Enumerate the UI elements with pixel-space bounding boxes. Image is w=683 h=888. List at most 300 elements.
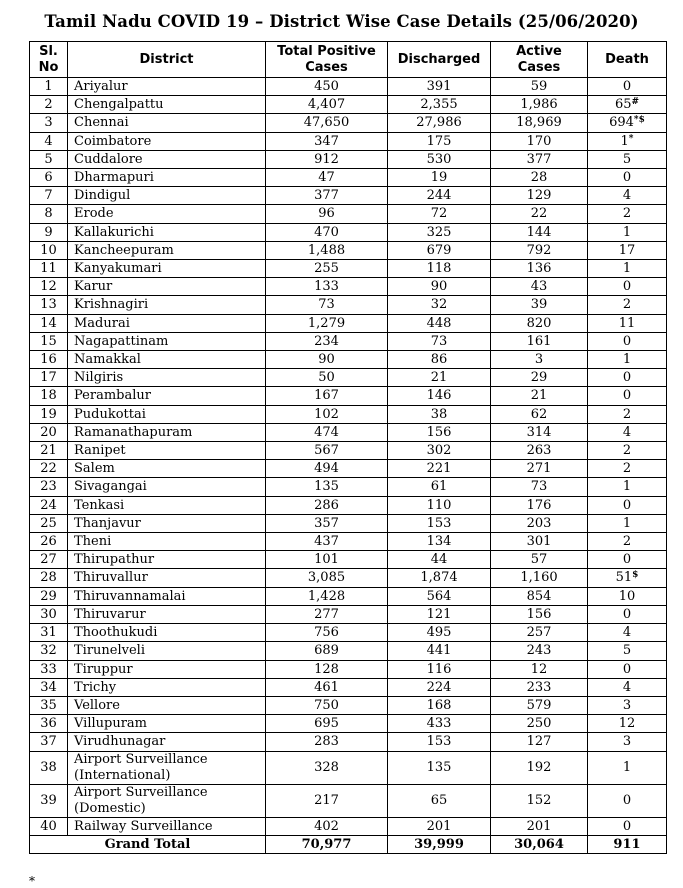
row-death-value: 2 <box>622 297 632 313</box>
row-active: 21 <box>491 387 588 405</box>
row-death-value: 5 <box>622 643 632 659</box>
row-sl-no: 15 <box>30 332 68 350</box>
row-death <box>588 332 667 350</box>
row-discharged: 146 <box>388 387 491 405</box>
row-district-line1: Airport Surveillance <box>74 751 208 767</box>
row-sl-no: 7 <box>30 187 68 205</box>
row-death-value: 1 <box>622 261 632 277</box>
header-active-line1: Active <box>516 44 562 59</box>
row-total-positive: 450 <box>266 78 388 96</box>
row-death-value: 17 <box>618 242 636 258</box>
row-death <box>588 696 667 714</box>
row-discharged: 72 <box>388 205 491 223</box>
row-death <box>588 351 667 369</box>
header-total-line2: Cases <box>305 59 348 75</box>
row-death-value: 5 <box>622 151 632 167</box>
row-sl-no: 38 <box>30 751 68 784</box>
row-discharged: 116 <box>388 660 491 678</box>
row-death <box>588 150 667 168</box>
row-discharged: 391 <box>388 78 491 96</box>
row-death-value: 4 <box>622 424 632 440</box>
row-district: Madurai <box>68 314 266 332</box>
table-row <box>30 642 667 660</box>
row-active: 1,986 <box>491 96 588 114</box>
table-row <box>30 442 667 460</box>
row-death-value: 1 <box>620 133 629 149</box>
table-row <box>30 169 667 187</box>
header-sl-no-line1: Sl. <box>39 44 58 59</box>
row-death <box>588 241 667 259</box>
row-death-value: 1 <box>622 515 632 531</box>
row-death-mark: * <box>628 133 634 144</box>
row-death <box>588 405 667 423</box>
row-death-value: 65 <box>614 97 632 113</box>
row-total-positive: 1,428 <box>266 587 388 605</box>
row-death <box>588 605 667 623</box>
row-active: 43 <box>491 278 588 296</box>
row-active: 257 <box>491 624 588 642</box>
table-row <box>30 715 667 733</box>
row-discharged: 495 <box>388 624 491 642</box>
table-row <box>30 751 667 784</box>
row-total-positive: 1,488 <box>266 241 388 259</box>
row-sl-no: 34 <box>30 678 68 696</box>
row-sl-no: 14 <box>30 314 68 332</box>
table-row <box>30 205 667 223</box>
row-active: 129 <box>491 187 588 205</box>
row-death-value: 3 <box>622 697 632 713</box>
row-sl-no: 30 <box>30 605 68 623</box>
row-sl-no: 18 <box>30 387 68 405</box>
row-active: 1,160 <box>491 569 588 587</box>
row-district: Virudhunagar <box>68 733 266 751</box>
row-death <box>588 678 667 696</box>
row-discharged: 38 <box>388 405 491 423</box>
row-death-value: 4 <box>622 625 632 641</box>
header-district: District <box>68 42 266 78</box>
row-sl-no: 29 <box>30 587 68 605</box>
row-death-value: 0 <box>622 370 632 386</box>
row-discharged: 134 <box>388 533 491 551</box>
row-total-positive: 494 <box>266 460 388 478</box>
row-total-positive: 357 <box>266 514 388 532</box>
row-sl-no: 4 <box>30 132 68 150</box>
grand-total-row <box>30 835 667 853</box>
row-active: 263 <box>491 442 588 460</box>
row-district: Ranipet <box>68 442 266 460</box>
table-row <box>30 605 667 623</box>
row-active: 854 <box>491 587 588 605</box>
row-sl-no: 12 <box>30 278 68 296</box>
row-death-value: 0 <box>622 279 632 295</box>
table-row <box>30 817 667 835</box>
table-row <box>30 96 667 114</box>
row-death <box>588 478 667 496</box>
row-death <box>588 642 667 660</box>
row-death-mark: *$ <box>633 115 645 126</box>
row-discharged: 224 <box>388 678 491 696</box>
row-active: 59 <box>491 78 588 96</box>
row-total-positive: 347 <box>266 132 388 150</box>
row-district: Theni <box>68 533 266 551</box>
row-death-value: 694 <box>609 115 634 131</box>
table-row <box>30 241 667 259</box>
row-total-positive: 461 <box>266 678 388 696</box>
row-discharged: 135 <box>388 751 491 784</box>
row-active: 22 <box>491 205 588 223</box>
row-death <box>588 514 667 532</box>
table-row <box>30 496 667 514</box>
row-total-positive: 50 <box>266 369 388 387</box>
row-death-value: 2 <box>622 534 632 550</box>
row-total-positive: 96 <box>266 205 388 223</box>
table-row <box>30 678 667 696</box>
table-row <box>30 278 667 296</box>
row-district: Sivagangai <box>68 478 266 496</box>
table-row <box>30 624 667 642</box>
row-discharged: 65 <box>388 784 491 817</box>
row-discharged: 153 <box>388 514 491 532</box>
row-sl-no: 19 <box>30 405 68 423</box>
row-district: Chennai <box>68 114 266 132</box>
row-sl-no: 32 <box>30 642 68 660</box>
row-sl-no: 33 <box>30 660 68 678</box>
row-death <box>588 132 667 150</box>
row-discharged: 21 <box>388 369 491 387</box>
row-district: Kancheepuram <box>68 241 266 259</box>
row-district: Thiruvarur <box>68 605 266 623</box>
row-death <box>588 114 667 132</box>
row-sl-no: 35 <box>30 696 68 714</box>
row-district: Tirunelveli <box>68 642 266 660</box>
row-death-value: 10 <box>618 588 636 604</box>
table-body <box>30 78 667 836</box>
row-total-positive: 750 <box>266 696 388 714</box>
row-discharged: 19 <box>388 169 491 187</box>
row-total-positive: 567 <box>266 442 388 460</box>
row-death-value: 0 <box>622 606 632 622</box>
row-total-positive: 1,279 <box>266 314 388 332</box>
row-sl-no: 39 <box>30 784 68 817</box>
row-discharged: 2,355 <box>388 96 491 114</box>
row-active: 12 <box>491 660 588 678</box>
row-death <box>588 442 667 460</box>
row-death <box>588 533 667 551</box>
row-district-line2: (International) <box>74 767 171 783</box>
row-death-value: 1 <box>622 352 632 368</box>
header-row <box>30 42 667 78</box>
row-sl-no: 21 <box>30 442 68 460</box>
row-death-value: 0 <box>622 333 632 349</box>
row-death-value: 0 <box>622 818 632 834</box>
row-discharged: 121 <box>388 605 491 623</box>
row-district: Vellore <box>68 696 266 714</box>
row-district: Nagapattinam <box>68 332 266 350</box>
table-row <box>30 332 667 350</box>
row-active: 3 <box>491 351 588 369</box>
row-death <box>588 660 667 678</box>
row-sl-no: 17 <box>30 369 68 387</box>
table-row <box>30 733 667 751</box>
row-death-value: 0 <box>622 552 632 568</box>
row-sl-no: 36 <box>30 715 68 733</box>
row-active: 192 <box>491 751 588 784</box>
row-district: Tenkasi <box>68 496 266 514</box>
row-total-positive: 128 <box>266 660 388 678</box>
table-row <box>30 260 667 278</box>
row-death <box>588 751 667 784</box>
row-total-positive: 695 <box>266 715 388 733</box>
row-active: 201 <box>491 817 588 835</box>
row-district: Thoothukudi <box>68 624 266 642</box>
row-death <box>588 733 667 751</box>
row-death <box>588 169 667 187</box>
row-total-positive: 283 <box>266 733 388 751</box>
row-active: 377 <box>491 150 588 168</box>
row-death <box>588 96 667 114</box>
row-death-value: 0 <box>622 170 632 186</box>
table-row <box>30 460 667 478</box>
row-active: 127 <box>491 733 588 751</box>
row-discharged: 168 <box>388 696 491 714</box>
grand-total-discharged: 39,999 <box>388 835 491 853</box>
row-district <box>68 784 266 817</box>
row-discharged: 302 <box>388 442 491 460</box>
row-discharged: 44 <box>388 551 491 569</box>
row-death-value: 4 <box>622 679 632 695</box>
row-active: 820 <box>491 314 588 332</box>
district-case-table <box>29 41 667 854</box>
row-sl-no: 24 <box>30 496 68 514</box>
grand-total-active: 30,064 <box>491 835 588 853</box>
header-total-positive <box>266 42 388 78</box>
row-active: 243 <box>491 642 588 660</box>
row-sl-no: 26 <box>30 533 68 551</box>
row-death <box>588 569 667 587</box>
table-row <box>30 551 667 569</box>
row-total-positive: 437 <box>266 533 388 551</box>
row-total-positive: 167 <box>266 387 388 405</box>
row-active: 57 <box>491 551 588 569</box>
row-discharged: 156 <box>388 423 491 441</box>
row-sl-no: 37 <box>30 733 68 751</box>
table-row <box>30 132 667 150</box>
row-death-mark: # <box>631 97 640 108</box>
row-death <box>588 496 667 514</box>
row-active: 156 <box>491 605 588 623</box>
table-row <box>30 533 667 551</box>
row-sl-no: 2 <box>30 96 68 114</box>
table-row <box>30 150 667 168</box>
row-district: Salem <box>68 460 266 478</box>
row-sl-no: 27 <box>30 551 68 569</box>
row-sl-no: 11 <box>30 260 68 278</box>
row-active: 233 <box>491 678 588 696</box>
header-sl-no-line2: No <box>38 59 59 75</box>
row-total-positive: 402 <box>266 817 388 835</box>
grand-total-death: 911 <box>588 835 667 853</box>
row-total-positive: 912 <box>266 150 388 168</box>
table-row <box>30 405 667 423</box>
table-row <box>30 569 667 587</box>
row-district: Erode <box>68 205 266 223</box>
table-row <box>30 587 667 605</box>
row-discharged: 73 <box>388 332 491 350</box>
row-district: Dindigul <box>68 187 266 205</box>
row-total-positive: 4,407 <box>266 96 388 114</box>
row-death-value: 1 <box>622 479 632 495</box>
row-death <box>588 296 667 314</box>
row-discharged: 244 <box>388 187 491 205</box>
row-district: Ramanathapuram <box>68 423 266 441</box>
row-death-value: 1 <box>622 224 632 240</box>
row-district: Villupuram <box>68 715 266 733</box>
row-total-positive: 135 <box>266 478 388 496</box>
row-total-positive: 217 <box>266 784 388 817</box>
row-sl-no: 5 <box>30 150 68 168</box>
row-death <box>588 587 667 605</box>
table-row <box>30 514 667 532</box>
row-total-positive: 756 <box>266 624 388 642</box>
row-death-value: 11 <box>618 315 636 331</box>
row-sl-no: 20 <box>30 423 68 441</box>
table-row <box>30 696 667 714</box>
row-death <box>588 369 667 387</box>
table-row <box>30 314 667 332</box>
row-discharged: 1,874 <box>388 569 491 587</box>
row-sl-no: 40 <box>30 817 68 835</box>
row-active: 39 <box>491 296 588 314</box>
row-death-value: 51 <box>615 570 633 586</box>
row-total-positive: 377 <box>266 187 388 205</box>
row-discharged: 221 <box>388 460 491 478</box>
table-row <box>30 187 667 205</box>
table-row <box>30 223 667 241</box>
row-death <box>588 817 667 835</box>
row-death <box>588 624 667 642</box>
row-discharged: 153 <box>388 733 491 751</box>
row-active: 170 <box>491 132 588 150</box>
row-district: Karur <box>68 278 266 296</box>
row-active: 18,969 <box>491 114 588 132</box>
row-discharged: 530 <box>388 150 491 168</box>
row-district-line2: (Domestic) <box>74 800 146 816</box>
table-row <box>30 114 667 132</box>
row-sl-no: 13 <box>30 296 68 314</box>
row-death-value: 0 <box>622 792 632 808</box>
row-district <box>68 751 266 784</box>
row-sl-no: 8 <box>30 205 68 223</box>
table-row <box>30 78 667 96</box>
row-death <box>588 460 667 478</box>
row-discharged: 27,986 <box>388 114 491 132</box>
row-active: 73 <box>491 478 588 496</box>
row-discharged: 86 <box>388 351 491 369</box>
row-sl-no: 1 <box>30 78 68 96</box>
row-total-positive: 470 <box>266 223 388 241</box>
row-death <box>588 260 667 278</box>
row-district: Trichy <box>68 678 266 696</box>
header-total-line1: Total Positive <box>277 44 376 59</box>
header-active-line2: Cases <box>517 59 561 75</box>
row-district: Railway Surveillance <box>68 817 266 835</box>
row-total-positive: 47 <box>266 169 388 187</box>
row-district: Nilgiris <box>68 369 266 387</box>
row-district: Pudukottai <box>68 405 266 423</box>
row-active: 271 <box>491 460 588 478</box>
row-death-value: 0 <box>622 661 632 677</box>
row-active: 136 <box>491 260 588 278</box>
row-death <box>588 223 667 241</box>
row-sl-no: 3 <box>30 114 68 132</box>
row-death-value: 2 <box>622 406 632 422</box>
row-total-positive: 689 <box>266 642 388 660</box>
header-active <box>491 42 588 78</box>
table-row <box>30 478 667 496</box>
row-sl-no: 16 <box>30 351 68 369</box>
row-active: 301 <box>491 533 588 551</box>
header-sl-no <box>30 42 68 78</box>
row-total-positive: 255 <box>266 260 388 278</box>
row-death <box>588 784 667 817</box>
row-discharged: 564 <box>388 587 491 605</box>
row-sl-no: 28 <box>30 569 68 587</box>
row-discharged: 325 <box>388 223 491 241</box>
row-district: Thiruvallur <box>68 569 266 587</box>
row-district: Thiruvannamalai <box>68 587 266 605</box>
row-district: Perambalur <box>68 387 266 405</box>
row-death <box>588 551 667 569</box>
row-discharged: 679 <box>388 241 491 259</box>
row-total-positive: 234 <box>266 332 388 350</box>
footnote-marker: * <box>29 874 35 888</box>
row-discharged: 201 <box>388 817 491 835</box>
row-death <box>588 205 667 223</box>
row-active: 176 <box>491 496 588 514</box>
table-row <box>30 423 667 441</box>
row-district: Coimbatore <box>68 132 266 150</box>
row-death-value: 12 <box>618 716 636 732</box>
row-total-positive: 90 <box>266 351 388 369</box>
row-sl-no: 25 <box>30 514 68 532</box>
row-total-positive: 133 <box>266 278 388 296</box>
row-total-positive: 101 <box>266 551 388 569</box>
table-row <box>30 351 667 369</box>
row-district-line1: Airport Surveillance <box>74 784 208 800</box>
row-death <box>588 187 667 205</box>
row-district: Krishnagiri <box>68 296 266 314</box>
row-district: Thirupathur <box>68 551 266 569</box>
row-total-positive: 47,650 <box>266 114 388 132</box>
row-district: Ariyalur <box>68 78 266 96</box>
row-discharged: 441 <box>388 642 491 660</box>
row-total-positive: 3,085 <box>266 569 388 587</box>
row-district: Tiruppur <box>68 660 266 678</box>
row-total-positive: 474 <box>266 423 388 441</box>
row-sl-no: 22 <box>30 460 68 478</box>
row-discharged: 433 <box>388 715 491 733</box>
row-active: 28 <box>491 169 588 187</box>
row-total-positive: 286 <box>266 496 388 514</box>
row-active: 314 <box>491 423 588 441</box>
row-death <box>588 314 667 332</box>
table-row <box>30 387 667 405</box>
row-death <box>588 423 667 441</box>
row-district: Chengalpattu <box>68 96 266 114</box>
row-district: Kallakurichi <box>68 223 266 241</box>
row-active: 203 <box>491 514 588 532</box>
grand-total-positive: 70,977 <box>266 835 388 853</box>
